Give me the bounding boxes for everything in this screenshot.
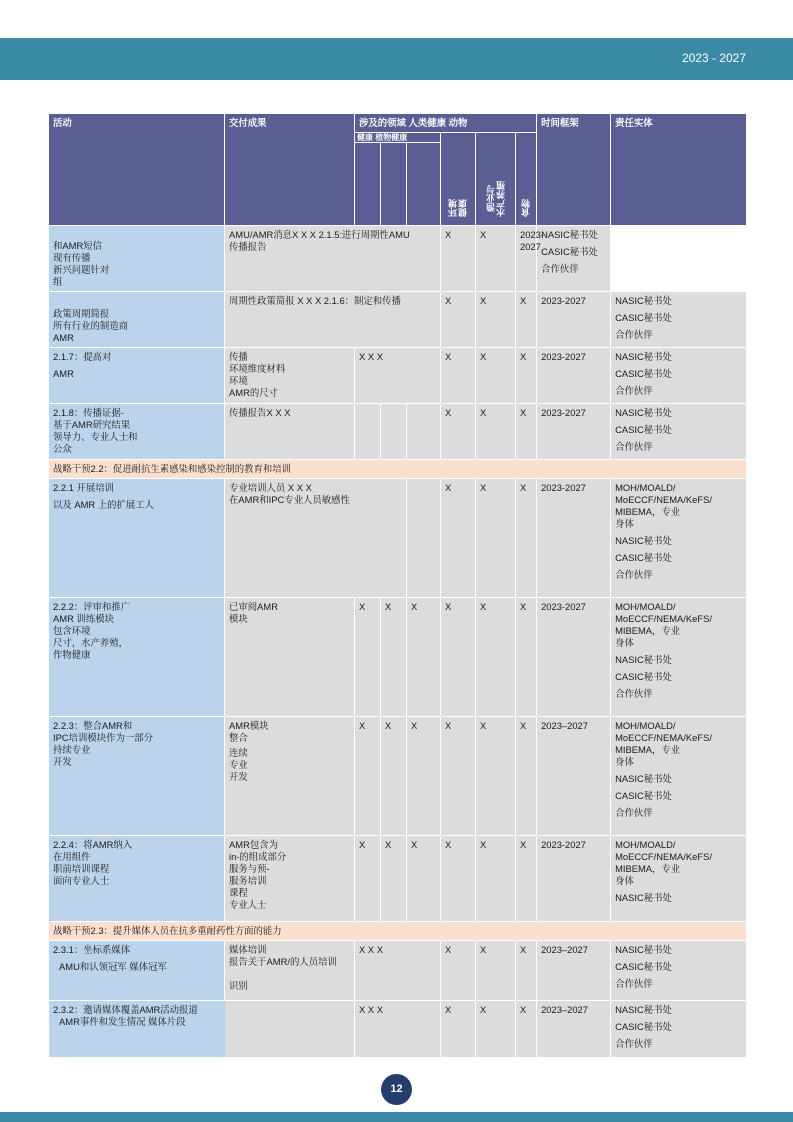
header-deliverable: 交付成果 (225, 114, 355, 226)
table-row (49, 1001, 747, 1058)
responsible-cell: NASIC秘书处 CASIC秘书处 合作伙伴 (611, 941, 747, 1001)
deliverable-cell: 已审阅AMR 模块 (225, 598, 355, 717)
deliverable-cell: AMR包含为 in-的组成部分 服务与预- 服务培训 课程 专业人士 (225, 836, 355, 922)
header-domains-sub: 健康 植物健康 (355, 133, 441, 143)
mark-cell: X (516, 348, 537, 404)
header-timeframe: 时间框架 (537, 114, 611, 226)
mark-cell: X (476, 717, 516, 836)
responsible-cell: NASIC秘书处 CASIC秘书处 合作伙伴 (611, 1001, 747, 1058)
deliverable-cell: 媒体培训 报告关于AMR/的人员培训 识别 (225, 941, 355, 1001)
mark-cell: X (441, 598, 476, 717)
header-food: 食物 (516, 133, 537, 226)
year-range: 2023 - 2027 (681, 51, 746, 65)
activity-cell: 和AMR短信 现有传播 新兴问题针对 组 (49, 226, 225, 292)
mark-cell: X X X (355, 941, 441, 1001)
time-cell: 2023–2027 (537, 1001, 611, 1058)
responsible-cell: MOH/MOALD/ MoECCF/NEMA/KeFS/ MIBEMA，专业 身体 NASIC秘书处 (611, 836, 747, 922)
deliverable-cell: 传播 环境维度材料 环境 AMR的尺寸 (225, 348, 355, 404)
mark-cell: X (476, 479, 516, 598)
mark-cell: X (476, 598, 516, 717)
header-responsible: 责任实体 (611, 114, 747, 226)
mark-cell: X (441, 479, 476, 598)
mark-cell: X (407, 836, 441, 922)
header-plant-health (407, 143, 441, 226)
mark-cell: X (441, 1001, 476, 1058)
mark-cell: X (476, 836, 516, 922)
mark-cell: X (441, 292, 476, 348)
mark-cell: X (441, 226, 476, 292)
mark-cell: X (355, 836, 381, 922)
header-env-health: 环境 健康 (441, 133, 476, 226)
mark-cell: X (407, 717, 441, 836)
time-cell: 2023-2027 (537, 836, 611, 922)
table-row (49, 479, 747, 598)
time-cell: 2023-2027 (537, 292, 611, 348)
time-cell: 2023-2027 (537, 598, 611, 717)
table-row (49, 348, 747, 404)
activity-cell: 政策周期简报 所有行业的制造商 AMR (49, 292, 225, 348)
mark-cell: X (476, 404, 516, 460)
mark-cell: X (516, 941, 537, 1001)
header-animal-health (381, 143, 407, 226)
mark-cell (381, 404, 407, 460)
mark-cell: X (441, 717, 476, 836)
section-heading: 战略干预2.2：促进耐抗生素感染和感染控制的教育和培训 (49, 460, 747, 479)
table-row (49, 717, 747, 836)
table-row (49, 836, 747, 922)
table-row (49, 598, 747, 717)
mark-cell: X (355, 598, 381, 717)
section-row (49, 460, 747, 479)
section-heading: 战略干预2.3：提升媒体人员在抗多重耐药性方面的能力 (49, 922, 747, 941)
time-cell: 2023-2027 (537, 348, 611, 404)
mark-cell: X (476, 1001, 516, 1058)
time-cell: 2023–2027 (537, 717, 611, 836)
table-row (49, 941, 747, 1001)
mark-cell: X (441, 348, 476, 404)
mark-cell: X (407, 598, 441, 717)
mark-cell: X (516, 292, 537, 348)
footer-bar (0, 1112, 793, 1122)
header-human-health (355, 143, 381, 226)
activity-cell: 2.2.2：评审和推广 AMR 训练模块 包含环境 尺寸，水产养殖， 作物健康 (49, 598, 225, 717)
section-row (49, 922, 747, 941)
table-row (49, 292, 747, 348)
activity-cell: 2.1.8：传播证据- 基于AMR研究结果 领导力、专业人士和 公众 (49, 404, 225, 460)
deliverable-cell: 专业培训人员 X X X 在AMR和IPC专业人员敏感性 (225, 479, 407, 598)
time-cell: 2023-2027 (537, 479, 611, 598)
mark-cell: X (476, 941, 516, 1001)
header-domains: 涉及的领域 人类健康 动物 (355, 114, 537, 133)
mark-cell: X (381, 836, 407, 922)
mark-cell: X (516, 404, 537, 460)
responsible-cell: NASIC秘书处 CASIC秘书处 合作伙伴 (611, 292, 747, 348)
activity-cell: 2.2.1 开展培训 以及 AMR 上的扩展工人 (49, 479, 225, 598)
mark-cell: X X X (355, 348, 441, 404)
time-cell: 2023-2027 (516, 226, 537, 292)
mark-cell: X (516, 598, 537, 717)
mark-cell (355, 404, 381, 460)
mark-cell: X (441, 941, 476, 1001)
deliverable-cell: 周期性政策简报 X X X 2.1.6：制定和传播 (225, 292, 441, 348)
mark-cell: X (476, 348, 516, 404)
mark-cell: X (476, 226, 516, 292)
activity-cell: 2.3.1：坐标系媒体 AMU和认领冠军 媒体冠军 (49, 941, 225, 1001)
deliverable-cell: AMR模块 整合 连续 专业 开发 (225, 717, 355, 836)
activity-cell: 2.2.3：整合AMR和 IPC培训模块作为一部分 持续专业 开发 (49, 717, 225, 836)
header-fisheries: 渔业与 水产养殖 (476, 133, 516, 226)
deliverable-cell: AMU/AMR消息X X X 2.1.5:进行周期性AMU 传播报告 (225, 226, 441, 292)
mark-cell: X (516, 717, 537, 836)
mark-cell: X (441, 404, 476, 460)
activity-cell: 2.1.7：提高对 AMR (49, 348, 225, 404)
mark-cell: X (516, 479, 537, 598)
activity-cell: 2.3.2：邀请媒体覆盖AMR活动报道 AMR事件和发生情况 媒体片段 (49, 1001, 355, 1058)
action-plan-table (48, 113, 747, 1058)
mark-cell: X (441, 836, 476, 922)
responsible-cell: MOH/MOALD/ MoECCF/NEMA/KeFS/ MIBEMA，专业 身体 NASIC秘书处 CASIC秘书处 合作伙伴 (611, 598, 747, 717)
responsible-cell: NASIC秘书处 CASIC秘书处 合作伙伴 (611, 348, 747, 404)
responsible-cell: NASIC秘书处 CASIC秘书处 合作伙伴 (537, 226, 611, 292)
header-bar (0, 38, 793, 80)
mark-cell (407, 479, 441, 598)
table-row (49, 404, 747, 460)
mark-cell: X (476, 292, 516, 348)
activity-cell: 2.2.4：将AMR纳入 在用组件 职前培训课程 面向专业人士 (49, 836, 225, 922)
mark-cell: X (355, 717, 381, 836)
mark-cell: X (516, 836, 537, 922)
header-activity: 活动 (49, 114, 225, 226)
time-cell: 2023-2027 (537, 404, 611, 460)
mark-cell: X (516, 1001, 537, 1058)
table-row (49, 226, 747, 292)
mark-cell: X (381, 717, 407, 836)
mark-cell (407, 404, 441, 460)
page-number: 12 (381, 1074, 412, 1105)
time-cell: 2023–2027 (537, 941, 611, 1001)
mark-cell: X X X (355, 1001, 441, 1058)
mark-cell: X (381, 598, 407, 717)
deliverable-cell: 传播报告X X X (225, 404, 355, 460)
responsible-cell: MOH/MOALD/ MoECCF/NEMA/KeFS/ MIBEMA，专业 身体 NASIC秘书处 CASIC秘书处 合作伙伴 (611, 479, 747, 598)
responsible-cell: NASIC秘书处 CASIC秘书处 合作伙伴 (611, 404, 747, 460)
responsible-cell: MOH/MOALD/ MoECCF/NEMA/KeFS/ MIBEMA，专业 身体 NASIC秘书处 CASIC秘书处 合作伙伴 (611, 717, 747, 836)
